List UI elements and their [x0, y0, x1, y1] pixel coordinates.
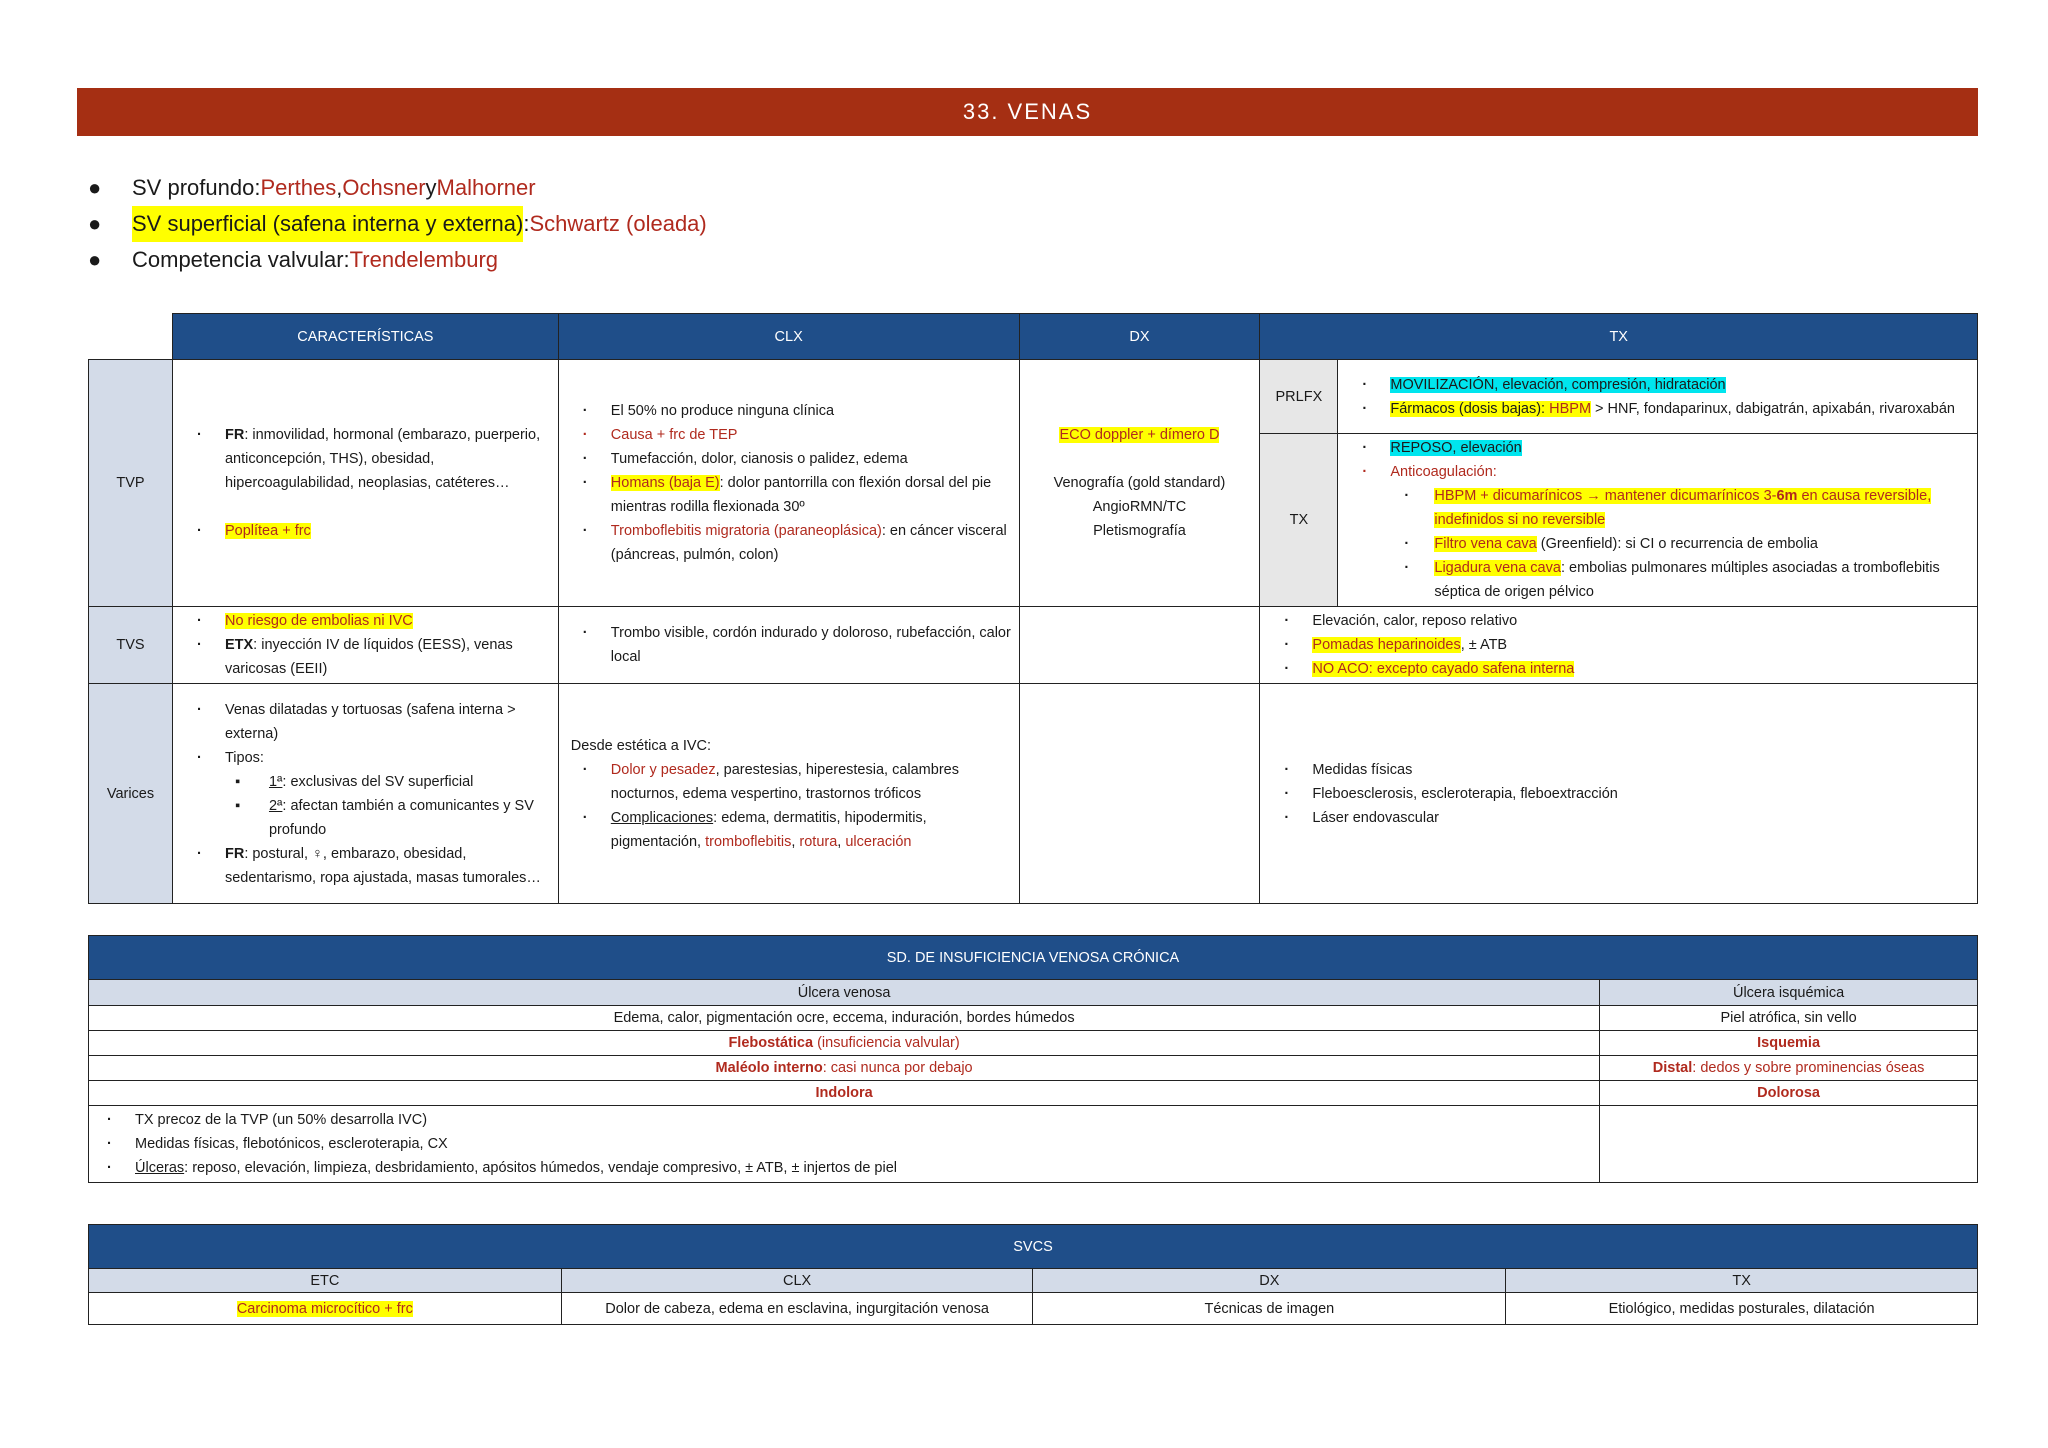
tvs-dx	[1019, 607, 1260, 684]
svcs-dx: Técnicas de imagen	[1033, 1293, 1506, 1325]
tvp-prlfx: · MOVILIZACIÓN, elevación, compresión, hidratación · Fármacos (dosis bajas): HBPM > HNF, fondaparinux, dabigatrán, apixabán, rivaroxabán	[1338, 360, 1978, 434]
tvp-dx: ECO doppler + dímero D Venografía (gold standard) AngioRMN/TC Pletismografía	[1019, 360, 1260, 607]
ivc-r2-isquemica: Isquemia	[1600, 1031, 1978, 1056]
svcs-clx: Dolor de cabeza, edema en esclavina, ingurgitación venosa	[561, 1293, 1033, 1325]
ivc-col-venosa: Úlcera venosa	[89, 980, 1600, 1006]
label-tx: TX	[1260, 434, 1338, 607]
svcs-tx: Etiológico, medidas posturales, dilatación	[1506, 1293, 1978, 1325]
tvp-clx: · El 50% no produce ninguna clínica · Causa + frc de TEP · Tumefacción, dolor, cianosis o palidez, edema · Homans (baja E): dolor pantorrilla con flexión dorsal del pie mientras rodilla flexionada 30º · Tromboflebitis migratoria (paraneoplásica): en cáncer visceral (páncreas, pulmón, colon)	[558, 360, 1019, 607]
header-tx: TX	[1260, 314, 1978, 360]
row-label-varices: Varices	[89, 684, 173, 904]
row-label-tvp: TVP	[89, 360, 173, 607]
tvs-tx: · Elevación, calor, reposo relativo · Pomadas heparinoides, ± ATB · NO ACO: excepto cayado safena interna	[1260, 607, 1978, 684]
svcs-header-clx: CLX	[561, 1269, 1033, 1293]
ivc-tx: · TX precoz de la TVP (un 50% desarrolla IVC) · Medidas físicas, flebotónicos, escleroterapia, CX · Úlceras: reposo, elevación, limpieza, desbridamiento, apósitos húmedos, vendaje compresivo, ± ATB, ± injertos de piel	[89, 1106, 1600, 1183]
row-label-tvs: TVS	[89, 607, 173, 684]
ivc-col-isquemica: Úlcera isquémica	[1600, 980, 1978, 1006]
ivc-r3-isquemica: Distal: dedos y sobre prominencias óseas	[1600, 1056, 1978, 1081]
bullet-competencia: ● Competencia valvular : Trendelemburg	[88, 247, 499, 272]
svcs-header-etc: ETC	[89, 1269, 562, 1293]
page-title: 33. VENAS	[77, 88, 1978, 136]
label-prlfx: PRLFX	[1260, 360, 1338, 434]
intro-bullets	[88, 170, 707, 278]
ivc-r4-venosa: Indolora	[89, 1081, 1600, 1106]
svcs-header-dx: DX	[1033, 1269, 1506, 1293]
bullet-sv-profundo: ● SV profundo : Perthes , Ochsner y Malhorner	[88, 175, 536, 200]
varices-caracteristicas: · Venas dilatadas y tortuosas (safena interna > externa) · Tipos: ▪ 1ª: exclusivas del SV superficial ▪ 2ª: afectan también a comunicantes y SV profundo · FR: postural, ♀, embarazo, obesidad, sedentarismo, ropa ajustada, masas tumorales…	[172, 684, 558, 904]
varices-dx	[1019, 684, 1260, 904]
ivc-table	[88, 935, 1978, 1183]
ivc-r1-venosa: Edema, calor, pigmentación ocre, eccema, induración, bordes húmedos	[89, 1006, 1600, 1031]
ivc-tx-isquemica	[1600, 1106, 1978, 1183]
svcs-etc: Carcinoma microcítico + frc	[89, 1293, 562, 1325]
bullet-sv-superficial: ● SV superficial (safena interna y externa) : Schwartz (oleada)	[88, 206, 707, 242]
ivc-r2-venosa: Flebostática (insuficiencia valvular)	[89, 1031, 1600, 1056]
ivc-r1-isquemica: Piel atrófica, sin vello	[1600, 1006, 1978, 1031]
header-caracteristicas: CARACTERÍSTICAS	[172, 314, 558, 360]
header-dx: DX	[1019, 314, 1260, 360]
tvs-caracteristicas: · No riesgo de embolias ni IVC · ETX: inyección IV de líquidos (EESS), venas varicosas (EEII)	[172, 607, 558, 684]
svcs-header-tx: TX	[1506, 1269, 1978, 1293]
svcs-table	[88, 1224, 1978, 1325]
ivc-r4-isquemica: Dolorosa	[1600, 1081, 1978, 1106]
varices-tx: · Medidas físicas · Fleboesclerosis, escleroterapia, fleboextracción · Láser endovascular	[1260, 684, 1978, 904]
varices-clx: Desde estética a IVC: · Dolor y pesadez, parestesias, hiperestesia, calambres nocturnos, edema vespertino, trastornos tróficos · Complicaciones: edema, dermatitis, hipodermitis, pigmentación, tromboflebitis, rotura, ulceración	[558, 684, 1019, 904]
tvs-clx: · Trombo visible, cordón indurado y doloroso, rubefacción, calor local	[558, 607, 1019, 684]
header-clx: CLX	[558, 314, 1019, 360]
tvp-tx: · REPOSO, elevación · Anticoagulación: · HBPM + dicumarínicos → mantener dicumarínicos 3-6m en causa reversible, indefinidos si no reversible · Filtro vena cava (Greenfield): si CI o recurrencia de embolia · Ligadura vena cava: embolias pulmonares múltiples asociadas a tromboflebitis séptica de origen pélvico	[1338, 434, 1978, 607]
venas-table	[88, 313, 1978, 904]
ivc-title: SD. DE INSUFICIENCIA VENOSA CRÓNICA	[89, 936, 1978, 980]
svcs-title: SVCS	[89, 1225, 1978, 1269]
ivc-r3-venosa: Maléolo interno: casi nunca por debajo	[89, 1056, 1600, 1081]
tvp-caracteristicas: · FR: inmovilidad, hormonal (embarazo, puerperio, anticoncepción, THS), obesidad, hipercoagulabilidad, neoplasias, catéteres… · Poplítea + frc	[172, 360, 558, 607]
